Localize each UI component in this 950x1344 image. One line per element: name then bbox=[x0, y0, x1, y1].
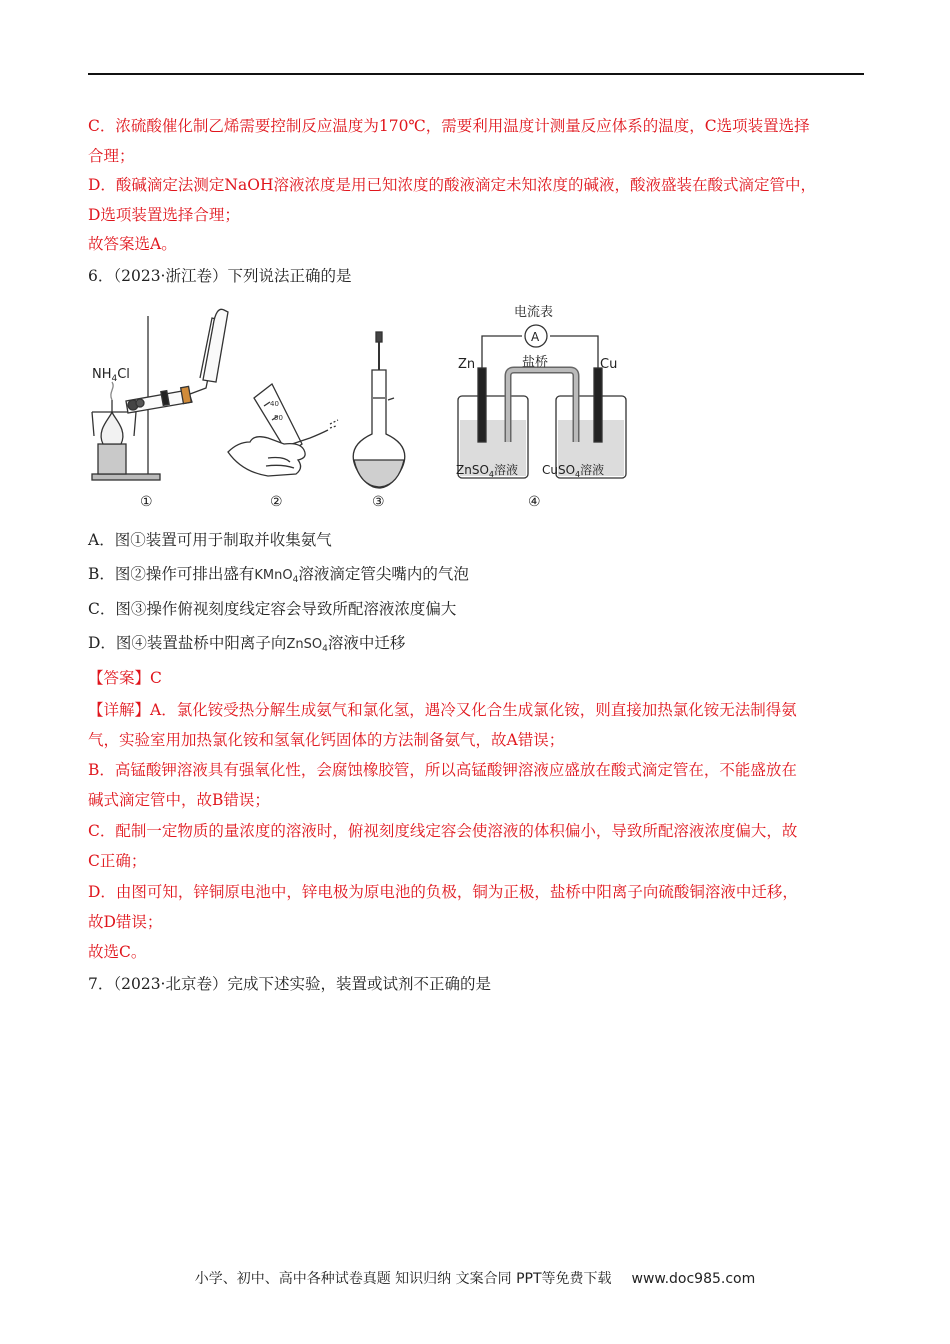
option-b-formula: KMnO$_4$ bbox=[254, 568, 299, 585]
option-d bbox=[88, 633, 405, 659]
prev-explanation-d-line1: D．酸碱滴定法测定NaOH溶液浓度是用已知浓度的酸液滴定未知浓度的碱液，酸液盛装在酸式滴定管中， bbox=[88, 176, 816, 194]
figure-4-zn-label: Zn bbox=[458, 357, 476, 372]
option-d-text-end: 溶液中迁移 bbox=[327, 634, 406, 652]
prev-explanation-c-line1: C．浓硫酸催化制乙烯需要控制反应温度为170℃，需要利用温度计测量反应体系的温度，C选项装置选择 bbox=[88, 117, 810, 135]
figure-4-galvanic-cell bbox=[458, 325, 626, 478]
figure-4-cu-label: Cu bbox=[600, 357, 618, 372]
option-d-formula: ZnSO$_4$ bbox=[286, 637, 328, 654]
question-7-stem: 7．（2023·北京卷）完成下述实验，装置或试剂不正确的是 bbox=[88, 975, 491, 993]
figure-caption-1: ① bbox=[140, 494, 153, 510]
detail-c-line2: C正确； bbox=[88, 852, 147, 870]
figure-2-mark-40: 40 bbox=[270, 400, 279, 408]
footer-site-link[interactable]: www.doc985.com bbox=[631, 1271, 756, 1287]
figure-3-volumetric-flask bbox=[353, 332, 405, 488]
figure-2-burette-operation bbox=[228, 384, 338, 476]
option-d-text-start: D．图④装置盐桥中阳离子向 bbox=[88, 634, 287, 652]
figure-1-heating-apparatus bbox=[92, 309, 228, 480]
detail-d-line2: 故D错误； bbox=[88, 913, 163, 931]
detail-a-line2: 气，实验室用加热氯化铵和氢氧化钙固体的方法制备氨气，故A错误； bbox=[88, 731, 565, 749]
detail-b-line1: B．高锰酸钾溶液具有强氧化性，会腐蚀橡胶管，所以高锰酸钾溶液应盛放在酸式滴定管在，不能盛放在 bbox=[88, 761, 797, 779]
figure-2-mark-50: 50 bbox=[274, 414, 283, 422]
figure-4-znso4-label: ZnSO$_4$溶液 bbox=[456, 463, 518, 479]
question-6-stem: 6．（2023·浙江卷）下列说法正确的是 bbox=[88, 267, 352, 285]
prev-explanation-d-line2: D选项装置选择合理； bbox=[88, 206, 240, 224]
detail-d-line1: D．由图可知，锌铜原电池中，锌电极为原电池的负极，铜为正极，盐桥中阳离子向硫酸铜溶液中迁移， bbox=[88, 883, 798, 901]
option-b bbox=[88, 564, 469, 590]
figure-4-ammeter-symbol: A bbox=[531, 330, 540, 344]
question-6-figure bbox=[88, 296, 628, 516]
figure-1-nh4cl-label: $NH_4Cl$ bbox=[92, 367, 130, 384]
option-b-text-start: B．图②操作可排出盛有 bbox=[88, 565, 255, 583]
detail-b-line2: 碱式滴定管中，故B错误； bbox=[88, 791, 270, 809]
answer: 【答案】C bbox=[88, 669, 162, 687]
prev-conclusion: 故答案选A。 bbox=[88, 235, 177, 253]
figure-4-ammeter-title: 电流表 bbox=[514, 305, 554, 320]
option-c: C．图③操作俯视刻度线定容会导致所配溶液浓度偏大 bbox=[88, 600, 457, 618]
figure-caption-3: ③ bbox=[372, 494, 385, 510]
option-a: A．图①装置可用于制取并收集氨气 bbox=[88, 531, 332, 549]
option-b-text-end: 溶液滴定管尖嘴内的气泡 bbox=[298, 565, 469, 583]
figure-caption-2: ② bbox=[270, 494, 283, 510]
detail-a-line1: 【详解】A．氯化铵受热分解生成氨气和氯化氢，遇冷又化合生成氯化铵，则直接加热氯化铵无法制得氨 bbox=[88, 701, 797, 719]
figure-4-cuso4-label: CuSO$_4$溶液 bbox=[542, 463, 605, 479]
figure-4-salt-bridge-label: 盐桥 bbox=[522, 355, 549, 370]
detail-conclusion: 故选C。 bbox=[88, 943, 147, 961]
prev-explanation-c-line2: 合理； bbox=[88, 147, 135, 165]
figure-caption-4: ④ bbox=[528, 494, 541, 510]
detail-c-line1: C．配制一定物质的量浓度的溶液时，俯视刻度线定容会使溶液的体积偏小，导致所配溶液浓度偏大，故 bbox=[88, 822, 798, 840]
header-rule bbox=[88, 73, 864, 75]
page-footer bbox=[0, 1268, 950, 1288]
footer-text: 小学、初中、高中各种试卷真题 知识归纳 文案合同 PPT等免费下载 bbox=[194, 1271, 612, 1287]
